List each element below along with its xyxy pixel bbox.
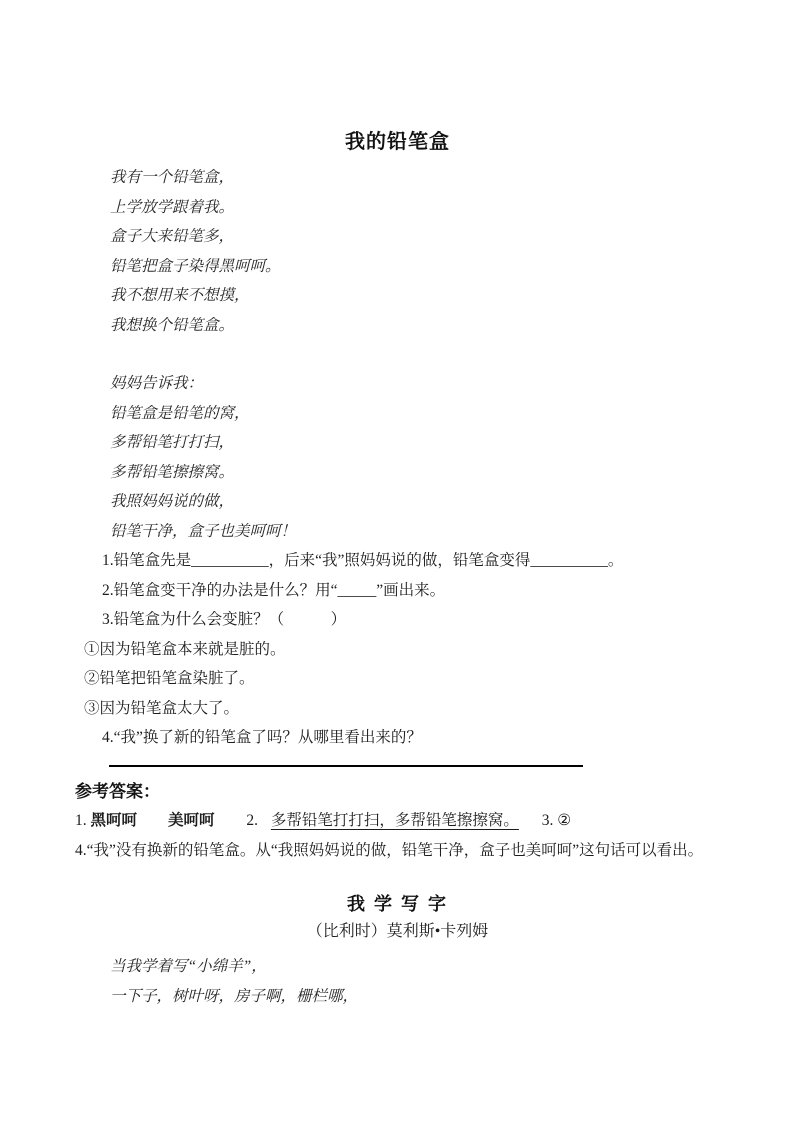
poem-line: 我想换个铅笔盒。 bbox=[110, 316, 235, 334]
answer-2-value: 多帮铅笔打打扫，多帮铅笔擦擦窝。 bbox=[270, 812, 519, 829]
poem-line: 盒子大来铅笔多， bbox=[110, 228, 235, 245]
poem-line: 我不想用来不想摸， bbox=[110, 287, 250, 304]
poem-line: 一下子，树叶呀，房子啊，栅栏哪， bbox=[110, 988, 359, 1005]
poem-stanza-1 bbox=[110, 163, 720, 340]
answer-4: 4.“我”没有换新的铅笔盒。从“我照妈妈说的做，铅笔干净，盒子也美呵呵”这句话可以看出。 bbox=[75, 842, 704, 859]
second-poem bbox=[110, 952, 720, 1012]
question-3-option-2: ②铅笔把铅笔盒染脏了。 bbox=[84, 670, 255, 687]
question-3-option-1: ①因为铅笔盒本来就是脏的。 bbox=[84, 640, 286, 658]
answer-3-label: 3. bbox=[541, 812, 554, 829]
question-1: 1.铅笔盒先是__________，后来“我”照妈妈说的做，铅笔盒变得__________。 bbox=[102, 552, 624, 569]
poem-line: 我有一个铅笔盒， bbox=[110, 169, 235, 186]
reading-title: 我的铅笔盒 bbox=[345, 131, 450, 153]
poem-line: 上学放学跟着我。 bbox=[110, 198, 235, 216]
poem-line: 铅笔干净，盒子也美呵呵！ bbox=[110, 522, 297, 540]
poem-line: 铅笔把盒子染得黑呵呵。 bbox=[110, 257, 281, 275]
second-reading-title: 我 学 写 字 bbox=[346, 894, 448, 914]
question-3: 3.铅笔盒为什么会变脏？（ ） bbox=[102, 611, 347, 628]
second-reading-section bbox=[75, 890, 720, 1012]
question-2: 2.铅笔盒变干净的办法是什么？用“_____”画出来。 bbox=[102, 581, 446, 599]
poem-line: 铅笔盒是铅笔的窝， bbox=[110, 404, 250, 422]
poem-line: 多帮铅笔打打扫， bbox=[110, 434, 235, 451]
poem-line: 当我学着写“小绵羊”， bbox=[110, 958, 267, 975]
answer-3-value: ② bbox=[557, 812, 572, 829]
separator-line bbox=[109, 765, 583, 767]
poem-line: 妈妈告诉我： bbox=[110, 375, 204, 392]
answers-section bbox=[75, 777, 720, 867]
question-4: 4.“我”换了新的铅笔盒了吗？从哪里看出来的？ bbox=[102, 729, 422, 746]
answer-2-label: 2. bbox=[246, 812, 259, 829]
answers-heading: 参考答案： bbox=[75, 781, 160, 801]
poem-line: 多帮铅笔擦擦窝。 bbox=[110, 463, 235, 481]
answer-1-value: 黑呵呵 美呵呵 bbox=[90, 812, 215, 829]
questions-section bbox=[75, 546, 720, 753]
poem-line: 我照妈妈说的做， bbox=[110, 493, 235, 510]
question-3-option-3: ③因为铅笔盒太大了。 bbox=[84, 699, 240, 717]
answers-line-1 bbox=[75, 806, 720, 836]
author-line: （比利时）莫利斯•卡列姆 bbox=[306, 923, 489, 940]
answer-1-label: 1. bbox=[75, 812, 87, 829]
poem-stanza-2 bbox=[110, 369, 720, 546]
